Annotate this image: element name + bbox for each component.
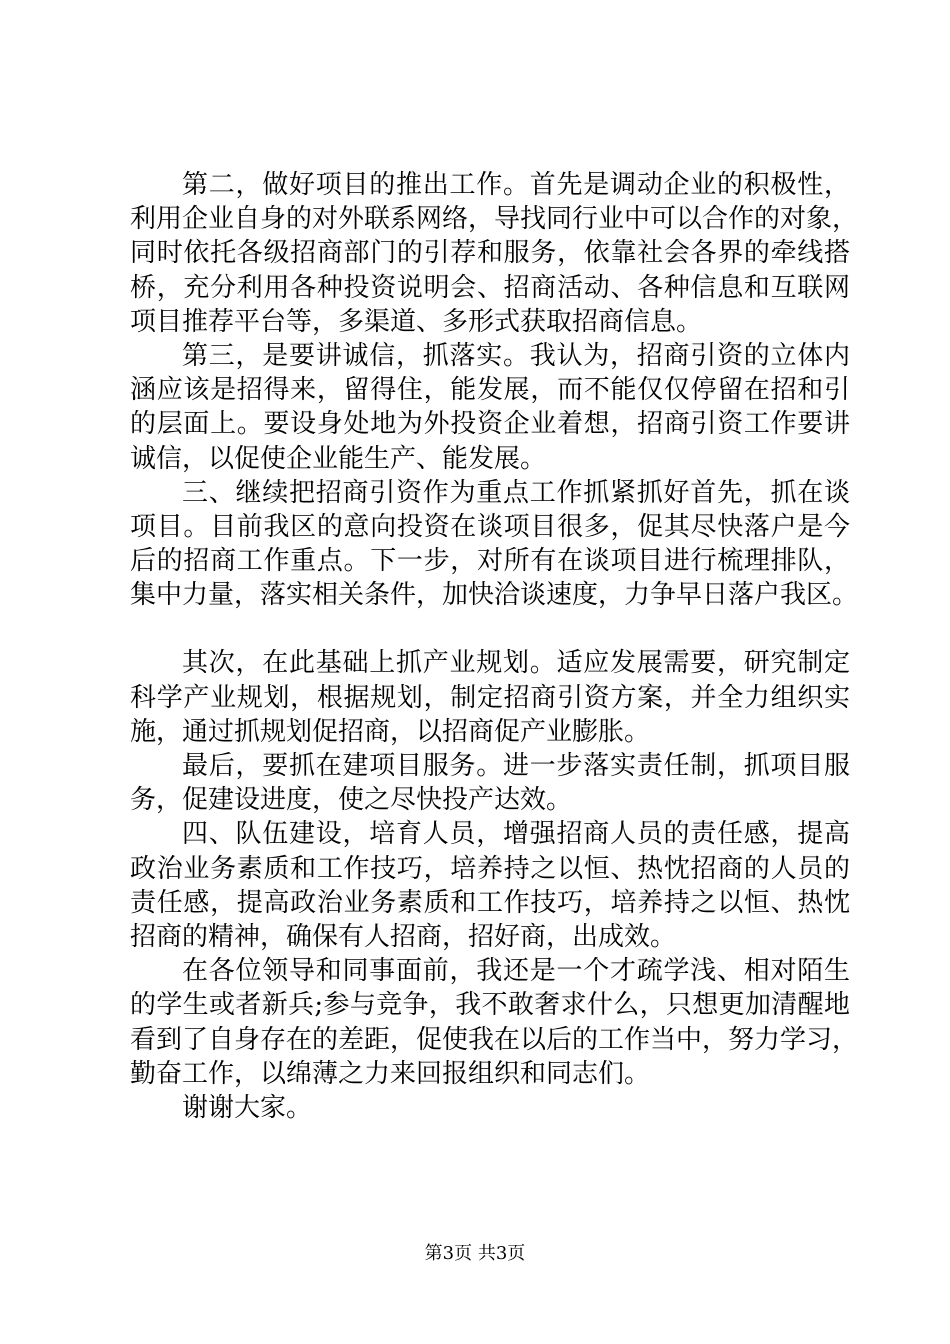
paragraph-line: 最后，要抓在建项目服务。进一步落实责任制，抓项目服 <box>182 751 850 781</box>
paragraph-line: 科学产业规划，根据规划，制定招商引资方案，并全力组织实 <box>130 682 850 713</box>
paragraph-line: 四、队伍建设，培育人员，增强招商人员的责任感，提高 <box>182 819 850 850</box>
paragraph-line: 涵应该是招得来，留得住，能发展，而不能仅仅停留在招和引 <box>130 375 850 406</box>
paragraph-line: 其次，在此基础上抓产业规划。适应发展需要，研究制定 <box>182 648 850 679</box>
closing-line: 谢谢大家。 <box>182 1092 313 1123</box>
paragraph-line: 同时依托各级招商部门的引荐和服务，依靠社会各界的牵线搭 <box>130 238 850 269</box>
paragraph-line: 三、继续把招商引资作为重点工作抓紧抓好首先，抓在谈 <box>182 477 850 508</box>
paragraph-line: 集中力量，落实相关条件，加快洽谈速度，力争早日落户我区。 <box>130 580 859 611</box>
paragraph-line: 勤奋工作，以绵薄之力来回报组织和同志们。 <box>130 1058 651 1089</box>
paragraph-line: 政治业务素质和工作技巧，培养持之以恒、热忱招商的人员的 <box>130 853 850 884</box>
paragraph-line: 招商的精神，确保有人招商，招好商，出成效。 <box>130 921 677 952</box>
paragraph-line: 项目推荐平台等，多渠道、多形式获取招商信息。 <box>130 306 703 337</box>
document-body <box>130 168 859 1125</box>
paragraph-line: 项目。目前我区的意向投资在谈项目很多，促其尽快落户是今 <box>130 511 850 542</box>
paragraph-line: 后的招商工作重点。下一步，对所有在谈项目进行梳理排队， <box>130 546 850 577</box>
paragraph-line: 务，促建设进度，使之尽快投产达效。 <box>130 785 573 816</box>
paragraph-line: 诚信，以促使企业能生产、能发展。 <box>130 443 547 474</box>
paragraph-line: 第三，是要讲诚信，抓落实。我认为，招商引资的立体内 <box>182 340 850 371</box>
paragraph-line: 利用企业自身的对外联系网络，导找同行业中可以合作的对象， <box>130 204 859 235</box>
paragraph-line: 在各位领导和同事面前，我还是一个才疏学浅、相对陌生 <box>182 956 850 987</box>
paragraph-line: 第二，做好项目的推出工作。首先是调动企业的积极性， <box>182 170 850 200</box>
paragraph-line: 看到了自身存在的差距，促使我在以后的工作当中，努力学习， <box>130 1024 859 1055</box>
paragraph-line: 施，通过抓规划促招商，以招商促产业膨胀。 <box>130 716 651 747</box>
paragraph-line: 桥，充分利用各种投资说明会、招商活动、各种信息和互联网 <box>130 272 850 303</box>
paragraph-line: 的学生或者新兵;参与竞争，我不敢奢求什么，只想更加清醒地 <box>130 990 850 1021</box>
paragraph-line: 责任感，提高政治业务素质和工作技巧，培养持之以恒、热忱 <box>130 887 850 918</box>
paragraph-line: 的层面上。要设身处地为外投资企业着想，招商引资工作要讲 <box>130 409 850 440</box>
page-number-footer: 第3页 共3页 <box>424 1243 526 1264</box>
